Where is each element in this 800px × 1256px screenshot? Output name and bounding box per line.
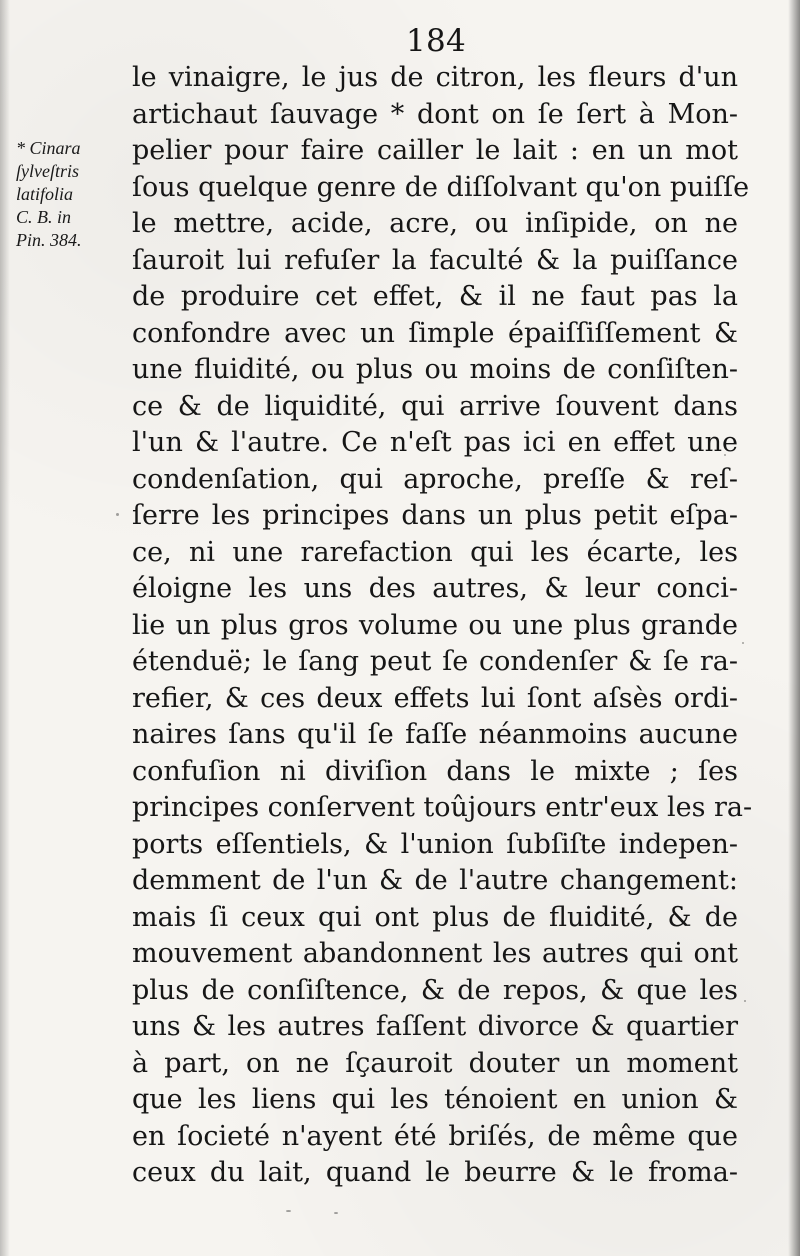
text-line: ſous quelque genre de diſſolvant qu'on puiſſe <box>132 171 750 203</box>
paper-speck <box>116 513 119 516</box>
text-line: ceux du lait, quand le beurre & le froma- <box>132 1157 738 1188</box>
text-line: ſauroit lui refuſer la faculté & la puiſſance <box>132 244 738 276</box>
left-page-shadow <box>0 0 10 1256</box>
text-line: l'un & l'autre. Ce n'eſt pas ici en effet une <box>132 427 738 458</box>
body-text <box>132 60 753 1192</box>
text-line: artichaut ſauvage * dont on ſe ſert à Mon- <box>132 98 738 130</box>
paper-speck <box>286 1210 291 1212</box>
text-line: ce & de liquidité, qui arrive ſouvent dans <box>132 390 738 422</box>
text-line: demment de l'un & de l'autre changement: <box>132 865 738 896</box>
right-page-shadow <box>788 0 800 1256</box>
text-line: étenduë; le ſang peut ſe condenſer & ſe ra- <box>132 646 738 677</box>
margin-note-line: latifolia <box>16 184 74 204</box>
margin-note-line: Pin. 384. <box>16 230 82 250</box>
paper-speck <box>744 1000 746 1002</box>
page-number: 184 <box>405 23 467 59</box>
text-line: principes conſervent toûjours entr'eux les ra- <box>132 792 753 823</box>
text-line: confondre avec un ſimple épaiſſiſſement & <box>132 317 738 349</box>
paper-speck <box>334 1212 338 1214</box>
paper-speck <box>742 642 744 644</box>
text-line: que les liens qui les ténoient en union & <box>132 1084 738 1115</box>
text-line: refier, & ces deux effets lui ſont aſsès ordi- <box>132 682 738 714</box>
text-line: naires ſans qu'il ſe faſſe néanmoins aucune <box>132 719 738 750</box>
text-line: condenſation, qui aproche, preſſe & reſ- <box>132 463 738 495</box>
text-line: une fluidité, ou plus ou moins de conſiſten- <box>132 354 738 385</box>
text-line: uns & les autres faſſent divorce & quartier <box>132 1011 738 1042</box>
margin-note <box>16 137 126 252</box>
text-line: mouvement abandonnent les autres qui ont <box>132 938 738 969</box>
text-line: lie un plus gros volume ou une plus grande <box>132 609 738 641</box>
text-line: à part, on ne ſçauroit douter un moment <box>132 1047 738 1079</box>
text-line: de produire cet effet, & il ne faut pas la <box>132 281 738 312</box>
text-line: en ſocieté n'ayent été briſés, de même que <box>132 1120 738 1152</box>
text-line: éloigne les uns des autres, & leur conci- <box>132 573 738 604</box>
margin-note-line: * Cinara <box>16 138 81 158</box>
margin-note-line: C. B. in <box>16 207 72 227</box>
text-line: confuſion ni diviſion dans le mixte ; ſes <box>132 755 738 787</box>
text-line: ports eſſentiels, & l'union ſubſiſte indepen- <box>132 828 738 860</box>
text-line: plus de conſiſtence, & de repos, & que les <box>132 974 738 1006</box>
text-line: ſerre les principes dans un plus petit eſpa- <box>132 500 738 531</box>
text-line: le vinaigre, le jus de citron, les fleurs d'un <box>132 62 738 93</box>
text-line: pelier pour faire cailler le lait : en un mot <box>132 135 738 166</box>
text-line: le mettre, acide, acre, ou inſipide, on ne <box>132 208 738 239</box>
margin-note-line: ſylveſtris <box>16 161 79 181</box>
text-line: ce, ni une rarefaction qui les écarte, les <box>132 536 738 568</box>
paper-speck <box>724 454 726 456</box>
text-line: mais ſi ceux qui ont plus de fluidité, & de <box>132 901 738 933</box>
